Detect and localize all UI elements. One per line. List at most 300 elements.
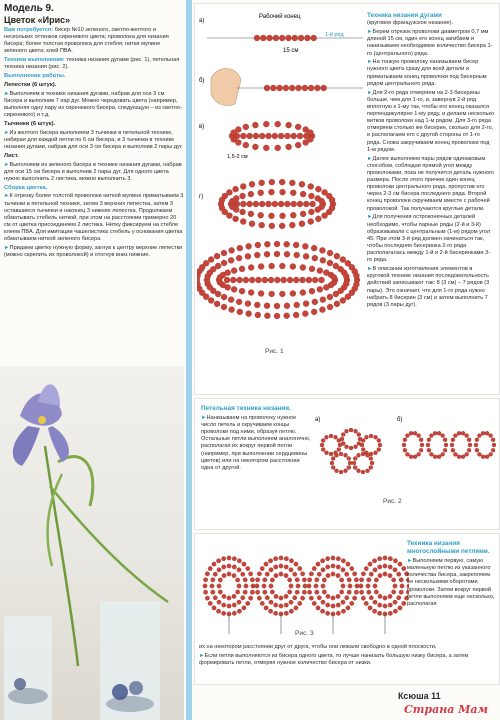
bead (399, 590, 403, 594)
bead (441, 452, 445, 456)
bead (366, 584, 370, 588)
bead (308, 85, 314, 91)
bead (274, 594, 278, 598)
bead (298, 35, 304, 41)
bead (257, 572, 261, 576)
bead (240, 219, 246, 225)
bead (369, 572, 373, 576)
bead (311, 35, 317, 41)
bead (279, 223, 285, 229)
bead (228, 297, 234, 303)
materials: Вам потребуется: бисер №10 зеленого, светло-желтого и нескольких оттенков сиреневого цвета; проволока для низания бисера; более толстая проволока для стебля; нитки мулине зеленого цвета; клей ПВА. (4, 26, 169, 55)
bead (397, 596, 401, 600)
left-column (4, 4, 184, 261)
bead (290, 212, 296, 218)
bead (312, 601, 316, 605)
bead (320, 559, 324, 563)
bead (383, 556, 387, 560)
multilayer-text-1: ► Выполняем первую, самую маленькую петлю из указанного количества бисера, закрепляем ее несколькими оборотами проволоки. Затем вокруг первой петли выполняем еще несколько, располагая (407, 558, 495, 608)
bead (326, 565, 330, 569)
bead (203, 584, 207, 588)
panel-arc-technique (194, 3, 500, 395)
bead (357, 433, 361, 437)
bead (325, 557, 329, 561)
bead (451, 438, 455, 442)
bead (341, 442, 345, 446)
bead (289, 609, 293, 613)
bead (339, 452, 343, 456)
bead (275, 145, 281, 151)
bead (295, 578, 299, 582)
bead (232, 603, 236, 607)
bead (348, 584, 352, 588)
work-heading: Выполнение работы. (4, 72, 66, 79)
bead (279, 291, 285, 297)
bead (336, 603, 340, 607)
bead (327, 304, 333, 310)
bead (229, 307, 235, 313)
bead (391, 590, 395, 594)
bead (294, 606, 298, 610)
bead (289, 568, 293, 572)
bead (344, 453, 348, 457)
stamens-text: ► Из желтого бисера выполняем 3 тычинки в петельной технике, набирая для каждой петли по 6 см бисера, и 3 тычинки в технике низания дугами, набрав для оси 3 см бисера и выполнив 2 пары дуг. (4, 130, 184, 151)
bead (354, 578, 358, 582)
bead (214, 301, 220, 307)
bead (336, 594, 340, 598)
bead (304, 35, 310, 41)
bead (211, 590, 215, 594)
model-number: Модель 9. (4, 3, 54, 14)
bead (352, 461, 356, 465)
bead (273, 35, 279, 41)
bead (268, 213, 274, 219)
bead (378, 603, 382, 607)
bead (321, 584, 325, 588)
bead (465, 452, 469, 456)
bead (269, 568, 273, 572)
bead (355, 584, 359, 588)
bead (299, 221, 305, 227)
bead (327, 294, 333, 300)
multilayer-text (407, 540, 495, 610)
bead (210, 584, 214, 588)
bead (249, 181, 255, 187)
petals-text: ► Выполняем в технике низания дугами, набрав для оси 3 см бисера и выполнив 7 пар дуг. Можно чередовать цвета (например, выполняя одну пару из сиреневого бисера, следующую – из светло-сиреневого) и т.д. (4, 91, 184, 120)
bead (457, 431, 461, 435)
bead (227, 556, 231, 560)
bead (295, 124, 301, 130)
bead (331, 604, 335, 608)
bead (208, 601, 212, 605)
bead (345, 445, 349, 449)
bead (427, 448, 431, 452)
bead (254, 302, 260, 308)
bead (239, 266, 245, 272)
bead (227, 572, 231, 576)
bead (240, 183, 246, 189)
bead (249, 277, 255, 283)
bead (307, 130, 313, 136)
bead (373, 600, 377, 604)
bead (312, 277, 318, 283)
bead (444, 443, 448, 447)
bead (264, 606, 268, 610)
bead (316, 606, 320, 610)
bead (393, 559, 397, 563)
bead (370, 461, 374, 465)
bead (245, 301, 251, 307)
bead (322, 213, 328, 219)
bead (244, 584, 248, 588)
bead (308, 219, 314, 225)
bead (279, 35, 285, 41)
bead (300, 191, 306, 197)
bead (233, 186, 239, 192)
bead (259, 180, 265, 186)
bead-row-a (254, 35, 317, 41)
bead (232, 557, 236, 561)
bead (339, 578, 343, 582)
bead (289, 85, 295, 91)
bead (237, 245, 243, 251)
bead (217, 584, 221, 588)
bead (467, 438, 471, 442)
bead (372, 609, 376, 613)
bead (290, 264, 296, 270)
bead (489, 452, 493, 456)
bead (297, 201, 303, 207)
bead (267, 35, 273, 41)
bead (468, 443, 472, 447)
bead (259, 201, 265, 207)
iris-photo (0, 366, 184, 720)
bead (325, 611, 329, 615)
bead (211, 578, 215, 582)
bead (397, 572, 401, 576)
bead (243, 277, 249, 283)
bead (221, 304, 227, 310)
fig3-diagrams (199, 542, 409, 642)
bead (212, 606, 216, 610)
bead (393, 600, 397, 604)
bead (284, 303, 290, 309)
bead (289, 180, 295, 186)
bead (388, 573, 392, 577)
bead (232, 565, 236, 569)
bead (413, 455, 417, 459)
bead (326, 594, 330, 598)
arc-step-6: ► В описании изготовления элементов в круговой технике низания последовательность действий записывают так: 8 (3 см) – 7 рядов (3 пары). Это означает, что для 1-го ряда нужно набрать 8 бисерин (3 см) и затем выполнить 7 рядов (3 пары дуг). (367, 266, 495, 309)
panel-loop-technique (194, 398, 500, 530)
bead (221, 557, 225, 561)
bead (331, 466, 335, 470)
bead (284, 133, 290, 139)
bead (302, 590, 306, 594)
fig3-caption: Рис. 3 (295, 630, 314, 637)
bead (298, 601, 302, 605)
bead (230, 277, 236, 283)
fig2-diagrams (313, 405, 497, 515)
bead (300, 290, 306, 296)
bead (310, 201, 316, 207)
bead (340, 437, 344, 441)
bead (312, 299, 318, 305)
bead-loops-b (402, 431, 496, 458)
bead (322, 590, 326, 594)
bead (309, 596, 313, 600)
bead (262, 277, 268, 283)
multilayer-continued (199, 644, 493, 669)
bead (346, 606, 350, 610)
bead (308, 193, 314, 199)
bead (453, 434, 457, 438)
bead (337, 448, 341, 452)
bead (302, 578, 306, 582)
bead (373, 584, 377, 588)
bead (433, 431, 437, 435)
bead (284, 603, 288, 607)
bead (361, 572, 365, 576)
bead (237, 309, 243, 315)
bead (350, 601, 354, 605)
bead (275, 121, 281, 127)
bead (344, 469, 348, 473)
arc-step-4: ► Далее выполняем пары рядов одинаковым способом, соблюдая прямой угол между проволоками, пока не получится деталь нужного размера. После этого причем один конец проволоки центрального ряда, пропустив его через 2-3 см бисера последнего ряда. Второй конец проволоки скручиваем вместе с рабочей проволокой. Так получаются круглые детали. (367, 156, 495, 213)
bead (489, 434, 493, 438)
bead (286, 122, 292, 128)
bead (343, 273, 349, 279)
bead (336, 611, 340, 615)
bead (273, 611, 277, 615)
bead (352, 596, 356, 600)
bead (319, 277, 325, 283)
bead (429, 452, 433, 456)
bead (311, 309, 317, 315)
bead (350, 566, 354, 570)
bead (331, 556, 335, 560)
bead (203, 260, 209, 266)
bead (272, 133, 278, 139)
bead (279, 179, 285, 185)
bead (284, 251, 290, 257)
bead (213, 596, 217, 600)
bead (331, 572, 335, 576)
bead (359, 590, 363, 594)
bead (279, 556, 283, 560)
bead (341, 568, 345, 572)
bead (475, 448, 479, 452)
bead (248, 264, 254, 270)
bead (364, 566, 368, 570)
bead (274, 277, 280, 283)
bead (377, 557, 381, 561)
bead (240, 201, 246, 207)
bead (289, 559, 293, 563)
bead (281, 277, 287, 283)
bead (393, 584, 397, 588)
bead (241, 596, 245, 600)
bead (303, 201, 309, 207)
bead (369, 457, 373, 461)
bead (388, 557, 392, 561)
bead (243, 142, 249, 148)
bead (361, 439, 365, 443)
bead (284, 573, 288, 577)
bead (279, 572, 283, 576)
bead (237, 559, 241, 563)
bead (329, 197, 335, 203)
bead (221, 294, 227, 300)
bead (335, 453, 339, 457)
bead (321, 439, 325, 443)
bead (294, 302, 300, 308)
bead (241, 572, 245, 576)
bead (237, 584, 241, 588)
bead (297, 133, 303, 139)
multilayer-text-2: их на некотором расстоянии друг от друга, чтобы они лежали свободно в одной плоскости. (199, 644, 437, 650)
bead (417, 452, 421, 456)
fig1-label-a: а) (199, 18, 205, 24)
bead (248, 572, 252, 576)
bead (388, 565, 392, 569)
bead (443, 448, 447, 452)
bead (226, 189, 232, 195)
bead (208, 257, 214, 263)
bead (302, 311, 308, 317)
bead (247, 133, 253, 139)
bead (243, 578, 247, 582)
bead (374, 435, 378, 439)
bead (315, 578, 319, 582)
bead (296, 584, 300, 588)
bead (280, 189, 286, 195)
bead (265, 596, 269, 600)
bead (359, 584, 363, 588)
bead (319, 247, 325, 253)
bead (369, 434, 373, 438)
bead (307, 590, 311, 594)
bead (222, 594, 226, 598)
bead (341, 584, 345, 588)
bead (331, 596, 335, 600)
bead (403, 438, 407, 442)
bead (278, 201, 284, 207)
bead (265, 572, 269, 576)
bead (280, 213, 286, 219)
iris-flower (13, 384, 69, 466)
bead (467, 448, 471, 452)
bead (236, 299, 242, 305)
bead (378, 594, 382, 598)
bead (259, 133, 265, 139)
dim-15cm: 15 см (283, 48, 299, 54)
bead (289, 584, 293, 588)
bead (366, 469, 370, 473)
bead (307, 584, 311, 588)
bead (388, 594, 392, 598)
bead (315, 186, 321, 192)
bead (378, 443, 382, 447)
bead (334, 301, 340, 307)
bead (341, 600, 345, 604)
bead (279, 596, 283, 600)
bead (485, 455, 489, 459)
bead (272, 201, 278, 207)
bead (270, 578, 274, 582)
bead (312, 566, 316, 570)
bead (228, 257, 234, 263)
bead (283, 85, 289, 91)
bead (320, 443, 324, 447)
bead (232, 594, 236, 598)
bead (419, 448, 423, 452)
bead (224, 277, 230, 283)
model-title: Цветок «Ирис» (4, 15, 71, 25)
bead (453, 452, 457, 456)
bead (251, 584, 255, 588)
bead (231, 286, 237, 292)
bead (248, 191, 254, 197)
bead (274, 303, 280, 309)
bead (303, 253, 309, 259)
arc-heading: Техника низания дугами (367, 12, 442, 19)
bead (257, 596, 261, 600)
bead (231, 268, 237, 274)
bead (461, 431, 465, 435)
bead (320, 609, 324, 613)
bead (252, 122, 258, 128)
bead (327, 250, 333, 256)
petals-heading: Лепестки (6 штук). (4, 81, 57, 88)
bead (222, 573, 226, 577)
bead (300, 572, 304, 576)
bead (298, 566, 302, 570)
bead (309, 266, 315, 272)
bead (334, 435, 338, 439)
bead (236, 255, 242, 261)
bead (347, 578, 351, 582)
bead (353, 466, 357, 470)
bead (315, 207, 321, 213)
bead (319, 198, 325, 204)
bead (258, 290, 264, 296)
bead (246, 243, 252, 249)
bead (354, 429, 358, 433)
bead (293, 312, 299, 318)
bead (405, 434, 409, 438)
bead (361, 452, 365, 456)
fig1-label-v: в) (199, 124, 205, 130)
bead (296, 85, 302, 91)
bead (419, 438, 423, 442)
bead (294, 562, 298, 566)
bead (491, 448, 495, 452)
bead (237, 609, 241, 613)
bead (299, 181, 305, 187)
fig1-label-g: г) (199, 194, 204, 200)
bead (263, 145, 269, 151)
bead (248, 290, 254, 296)
bead (383, 564, 387, 568)
bead (242, 562, 246, 566)
bead (264, 303, 270, 309)
bead (361, 448, 365, 452)
bead (341, 559, 345, 563)
bead (383, 572, 387, 576)
bead (373, 568, 377, 572)
bead (433, 455, 437, 459)
